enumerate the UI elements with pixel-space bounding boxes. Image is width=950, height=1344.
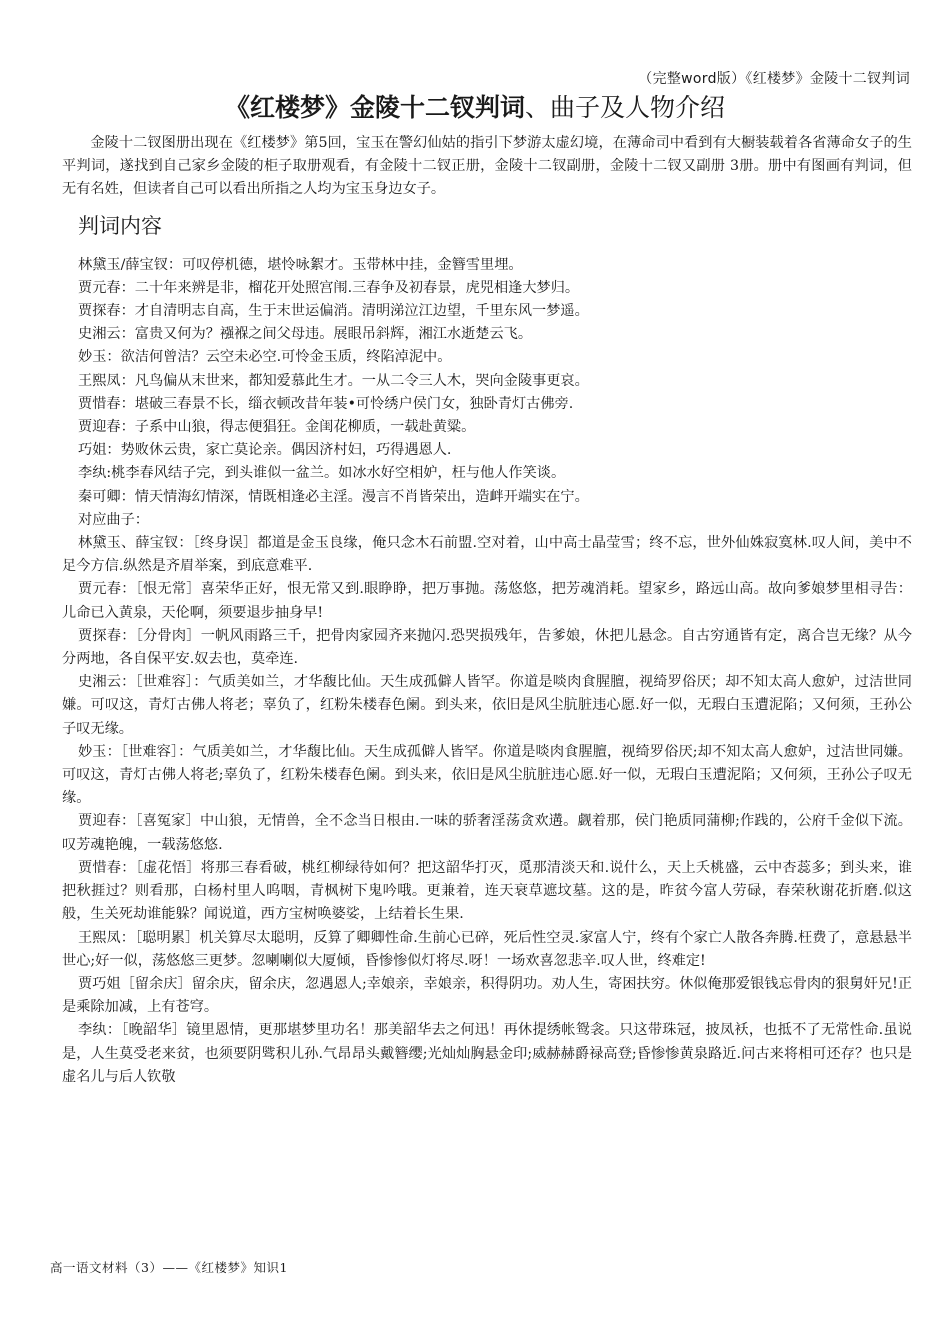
verdict-line: 王熙凤：凡鸟偏从末世来，都知爱慕此生才。一从二令三人木，哭向金陵事更哀。 — [78, 372, 589, 389]
song-paragraph: 李纨：［晚韶华］镜里恩情，更那堪梦里功名！那美韶华去之何迅！再休提绣帐鸳衾。只这带珠冠，披凤袄，也抵不了无常性命.虽说是，人生莫受老来贫，也须要阴骘积儿孙.气昂昂头戴簪缨;光灿灿胸悬金印;威赫赫爵禄高登;昏惨惨黄泉路近.问古来将相可还存？也只是虚名儿与后人钦敬 — [62, 1022, 912, 1085]
verdict-line: 史湘云：富贵又何为？襁褓之间父母违。展眼吊斜辉，湘江水逝楚云飞。 — [78, 326, 533, 343]
verdict-line: 贾惜春：堪破三春景不长，缁衣顿改昔年装•可怜绣户侯门女，独卧青灯古佛旁. — [78, 395, 574, 412]
verdict-line: 秦可卿：情天情海幻情深，情既相逢必主淫。漫言不肖皆荣出，造衅开端实在宁。 — [78, 488, 589, 505]
verdict-line: 贾迎春：子系中山狼，得志便猖狂。金闺花柳质，一载赴黄粱。 — [78, 419, 476, 436]
verdict-line: 林黛玉/薛宝钗：可叹停机德，堪怜咏絮才。玉带林中挂，金簪雪里埋。 — [78, 256, 523, 273]
page-footer: 高一语文材料（3）——《红楼梦》知识1 — [50, 1260, 288, 1275]
section-heading: 判词内容 — [78, 213, 162, 238]
song-paragraph: 林黛玉、薛宝钗：［终身误］都道是金玉良缘，俺只念木石前盟.空对着，山中高士晶莹雪；终不忘，世外仙姝寂寞林.叹人间，美中不足今方信.纵然是齐眉举案，到底意难平. — [62, 535, 912, 575]
song-paragraph: 贾元春：［恨无常］喜荣华正好，恨无常又到.眼睁睁，把万事抛。荡悠悠，把芳魂消耗。望家乡，路远山高。故向爹娘梦里相寻告：儿命已入黄泉，天伦啊，须要退步抽身早! — [62, 581, 912, 621]
header-note: （完整word版）《红楼梦》金陵十二钗判词 — [638, 71, 910, 87]
song-paragraph: 妙玉：［世难容］：气质美如兰，才华馥比仙。天生成孤僻人皆罕。你道是啖肉食腥膻，视绮罗俗厌;却不知太高人愈妒，过洁世同嫌。可叹这，青灯古佛人将老;辜负了，红粉朱楼春色阑。到头来，依旧是风尘肮脏违心愿.好一似，无瑕白玉遭泥陷；又何须，王孙公子叹无缘。 — [62, 743, 912, 807]
song-paragraph: 史湘云：［世难容］：气质美如兰，才华馥比仙。天生成孤僻人皆罕。你道是啖肉食腥膻，视绮罗俗厌；却不知太高人愈妒，过洁世同嫌。可叹这，青灯古佛人将老；辜负了，红粉朱楼春色阑。到头来，依旧是风尘肮脏违心愿.好一似，无瑕白玉遭泥陷；又何须，王孙公子叹无缘。 — [62, 674, 912, 737]
song-paragraph: 王熙凤：［聪明累］机关算尽太聪明，反算了卿卿性命.生前心已碎，死后性空灵.家富人宁，终有个家亡人散各奔腾.枉费了，意悬悬半世心;好一似，荡悠悠三更梦。忽喇喇似大厦倾，昏惨惨似灯将尽.呀！一场欢喜忽悲辛.叹人世，终难定! — [62, 929, 912, 969]
song-paragraph: 贾惜春：［虚花悟］将那三春看破，桃红柳绿待如何？把这韶华打灭，觅那清淡天和.说什么，天上夭桃盛，云中杏蕊多；到头来，谁把秋捱过？则看那，白杨村里人呜咽，青枫树下鬼吟哦。更兼着，连天衰草遮坟墓。这的是，昨贫今富人劳碌，春荣秋谢花折磨.似这般，生关死劫谁能躲？闻说道，西方宝树唤婆娑，上结着长生果. — [62, 859, 912, 923]
verdict-line: 李纨:桃李春风结子完，到头谁似一盆兰。如冰水好空相妒，枉与他人作笑谈。 — [78, 465, 566, 482]
verdict-line: 贾元春：二十年来辨是非，榴花开处照宫闱.三春争及初春景，虎兕相逢大梦归。 — [78, 279, 580, 296]
song-paragraph: 贾迎春：［喜冤家］中山狼，无情兽，全不念当日根由.一味的骄奢淫荡贪欢遘。觑着那，侯门艳质同蒲柳;作践的，公府千金似下流。叹芳魂艳魄，一载荡悠悠. — [62, 813, 912, 853]
title-main: 《红楼梦》金陵十二钗判词 — [224, 93, 525, 122]
title-rest: 、曲子及人物介绍 — [525, 93, 726, 122]
verdict-line: 妙玉：欲洁何曾洁？云空未必空.可怜金玉质，终陷淖泥中。 — [78, 349, 452, 366]
verdict-line: 巧姐：势败休云贵，家亡莫论亲。偶因济村妇，巧得遇恩人. — [78, 442, 452, 459]
document-body — [62, 132, 912, 1089]
song-paragraph: 贾探春：［分骨肉］一帆风雨路三千，把骨肉家园齐来抛闪.恐哭损残年，告爹娘，休把儿悬念。自古穷通皆有定，离合岂无缘？从今分两地，各自保平安.奴去也，莫牵连. — [62, 627, 912, 668]
intro-paragraph: 金陵十二钗图册出现在《红楼梦》第5回，宝玉在警幻仙姑的指引下梦游太虚幻境，在薄命司中看到有大橱装载着各省薄命女子的生平判词，遂找到自己家乡金陵的柜子取册观看，有金陵十二钗正册，金陵十二钗副册，金陵十二钗又副册 3册。册中有图画有判词，但无有名姓，但读者自己可以看出所指之人均为宝玉身边女子。 — [62, 135, 912, 198]
verdict-line: 贾探春：才自清明志自高，生于末世运偏消。清明涕泣江边望，千里东风一梦遥。 — [78, 303, 589, 320]
song-paragraph: 贾巧姐［留余庆］留余庆，留余庆，忽遇恩人;幸娘亲，幸娘亲，积得阴功。劝人生，寄困扶穷。休似俺那爱银钱忘骨肉的狠舅奸兄!正是乘除加减，上有苍穹。 — [62, 975, 912, 1016]
songs-heading: 对应曲子： — [78, 511, 149, 528]
page-title — [0, 88, 950, 124]
